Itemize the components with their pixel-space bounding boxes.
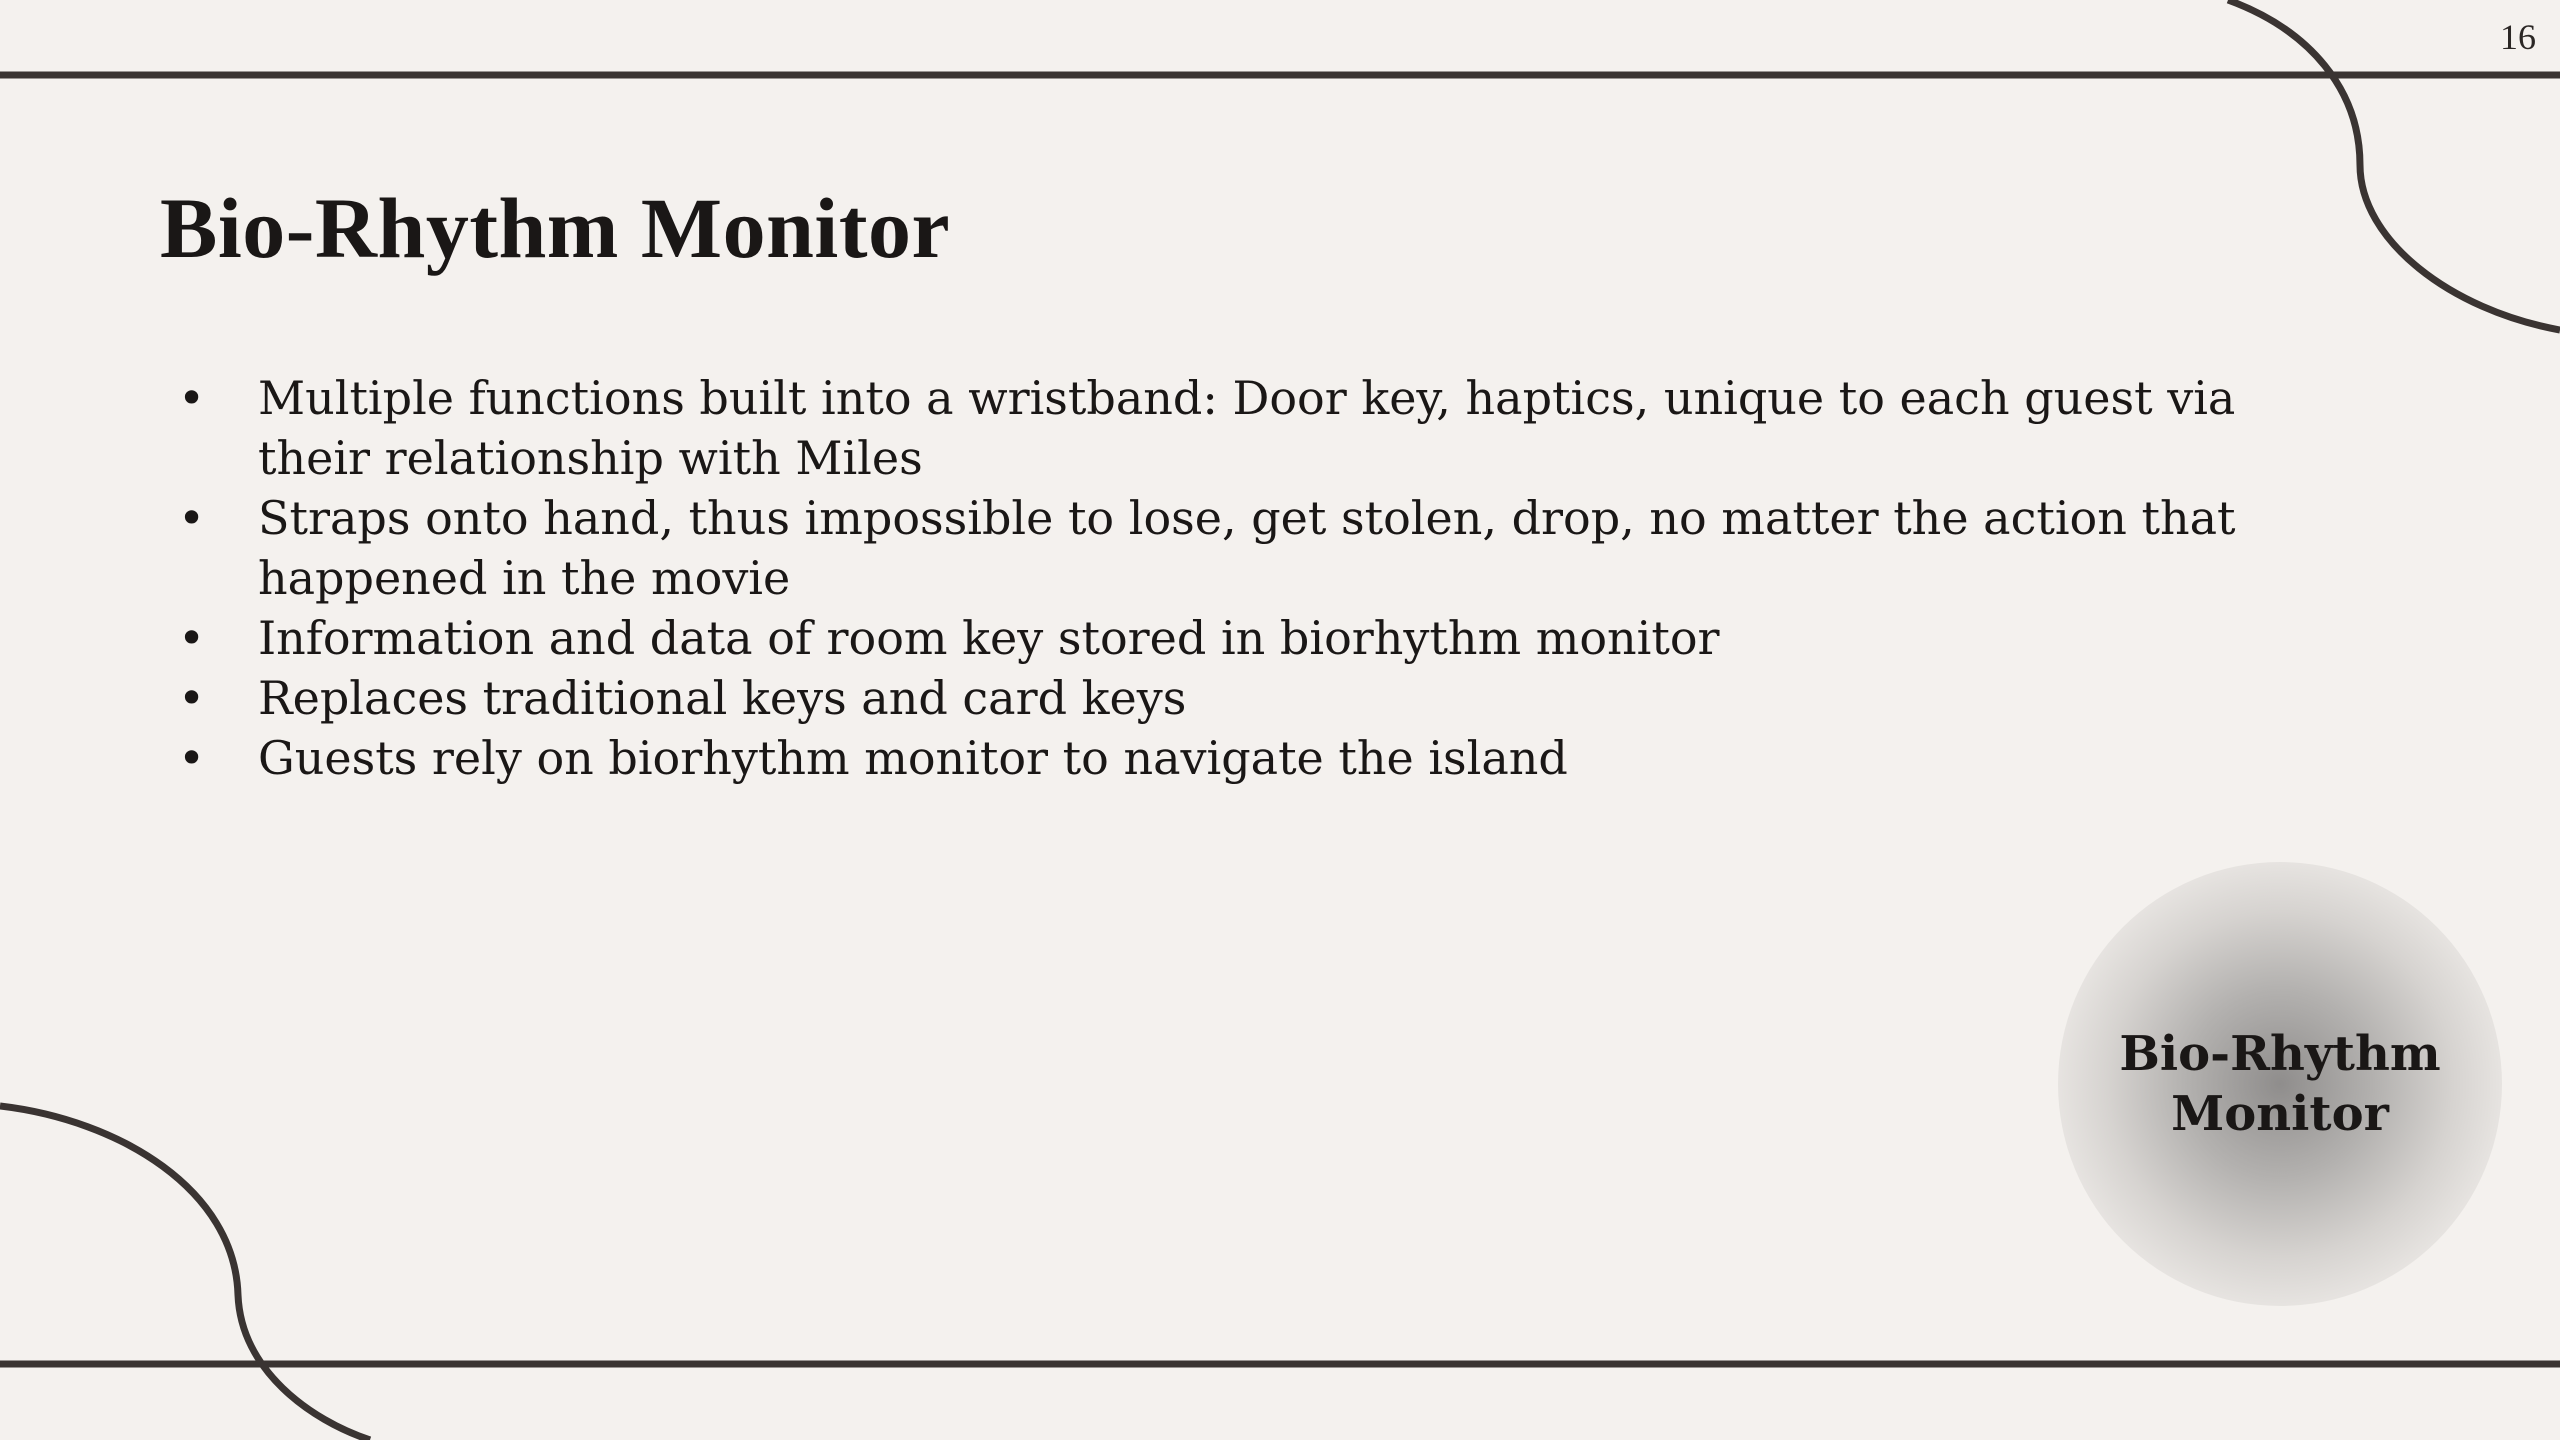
bullet-item: • Information and data of room key stored in biorhythm monitor [160,608,2320,668]
slide-title: Bio-Rhythm Monitor [160,180,951,276]
bullet-item: • Replaces traditional keys and card keys [160,668,2320,728]
bullet-item: • Multiple functions built into a wristband: Door key, haptics, unique to each guest via their relationship with Miles [160,368,2320,488]
bullet-item: • Guests rely on biorhythm monitor to navigate the island [160,728,2320,788]
badge-circle [2058,862,2502,1306]
badge-label: Bio-Rhythm Monitor [2119,1026,2441,1142]
bullet-item: • Straps onto hand, thus impossible to lose, get stolen, drop, no matter the action that happened in the movie [160,488,2320,608]
bottom-left-curve [0,1106,370,1440]
page-number: 16 [2500,17,2536,57]
bullet-list [160,368,2320,788]
